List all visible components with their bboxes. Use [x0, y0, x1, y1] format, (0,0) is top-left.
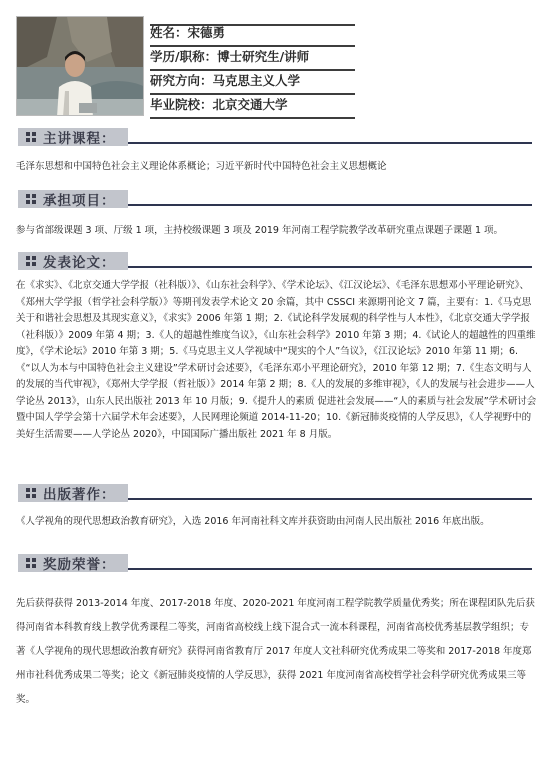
grid-icon [26, 194, 37, 205]
profile-name: 姓名：宋德勇 [150, 23, 355, 47]
grid-icon [26, 132, 37, 143]
profile-photo [16, 16, 144, 116]
section-title: 出版著作： [43, 487, 116, 503]
publications-text: 《人学视角的现代思想政治教育研究》，入选 2016 年河南社科文库并获资助由河南人民出版社 2016 年底出版。 [16, 516, 490, 527]
grid-icon [26, 256, 37, 267]
grid-icon [26, 488, 37, 499]
grid-icon [26, 558, 37, 569]
profile-research: 研究方向：马克思主义人学 [150, 71, 355, 95]
section-tab [18, 128, 128, 146]
profile-photo-image [17, 17, 144, 116]
section-tab [18, 190, 128, 208]
section-header-projects [18, 188, 532, 210]
papers-text: 在《求实》、《北京交通大学学报（社科版）》、《山东社会科学》、《学术论坛》、《江汉论坛》、《毛泽东思想邓小平理论研究》、《郑州大学学报（哲学社会科学版）》等期刊发表学术论文 20 余篇，其中 CSSCI 来源期刊论文 7 篇，主要有：1.《马克思关于和谐社会思想及其现实意义》，《求实》2006 年第 1 期；2.《试论科学发展观的科学性与人本性》，《北京交通大学学报（社科版）》2009 年第 4 期；3.《人的超越性维度刍议》，《山东社会科学》2010 年第 3 期；4.《试论人的超越性的四重维度》，《学术论坛》2010 年第 3 期；5.《马克思主义人学视域中“现实的个人”刍议》，《江汉论坛》2010 年第 11 期；6.《“以人为本与中国特色社会主义建设”学术研讨会述要》，《毛泽东邓小平理论研究》，2010 年第 12 期；7.《生态文明与人的发展的当代审视》，《郑州大学学报（哲社版）》2014 年第 2 期；8.《人的发展的多维审视》，《人的发展与社会进步——人学论丛 2013》，山东人民出版社 2013 年 10 月版；9.《提升人的素质 促进社会发展——“人的素质与社会发展”学术研讨会暨中国人学学会第十六届学术年会述要》，人民网理论频道 2014-11-20；10.《新冠肺炎疫情的人学反思》，《人学视野中的美好生活需要——人学论丛 2020》，中国国际广播出版社 2021 年 8 月版。 [16, 280, 537, 440]
projects-text: 参与省部级课题 3 项、厅级 1 项，主持校级课题 3 项及 2019 年河南工程学院教学改革研究重点课题子课题 1 项。 [16, 225, 504, 236]
section-header-courses [18, 126, 532, 148]
profile-school: 毕业院校：北京交通大学 [150, 95, 355, 119]
section-tab [18, 554, 128, 572]
courses-text: 毛泽东思想和中国特色社会主义理论体系概论；习近平新时代中国特色社会主义思想概论 [16, 161, 387, 172]
section-header-publications [18, 482, 532, 504]
section-tab [18, 484, 128, 502]
section-title: 发表论文： [43, 255, 116, 271]
section-header-papers [18, 250, 532, 272]
section-header-awards [18, 552, 532, 574]
section-title: 奖励荣誉： [43, 557, 116, 573]
section-title: 承担项目： [43, 193, 116, 209]
awards-text: 先后获得获得 2013-2014 年度、2017-2018 年度、2020-2021 年度河南工程学院教学质量优秀奖；所在课程团队先后获得河南省本科教育线上教学优秀课程二等奖，河南省高校线上线下混合式一流本科课程，河南省高校优秀基层教学组织；专著《人学视角的现代思想政治教育研究》获得河南省教育厅 2017 年度人文社科研究优秀成果二等奖和 2017-2018 年度郑州市社科优秀成果二等奖；论文《新冠肺炎疫情的人学反思》，获得 2021 年度河南省高校哲学社会科学研究优秀成果三等奖。 [16, 598, 535, 705]
section-tab [18, 252, 128, 270]
profile-education: 学历/职称：博士研究生/讲师 [150, 47, 355, 71]
section-title: 主讲课程： [43, 131, 116, 147]
